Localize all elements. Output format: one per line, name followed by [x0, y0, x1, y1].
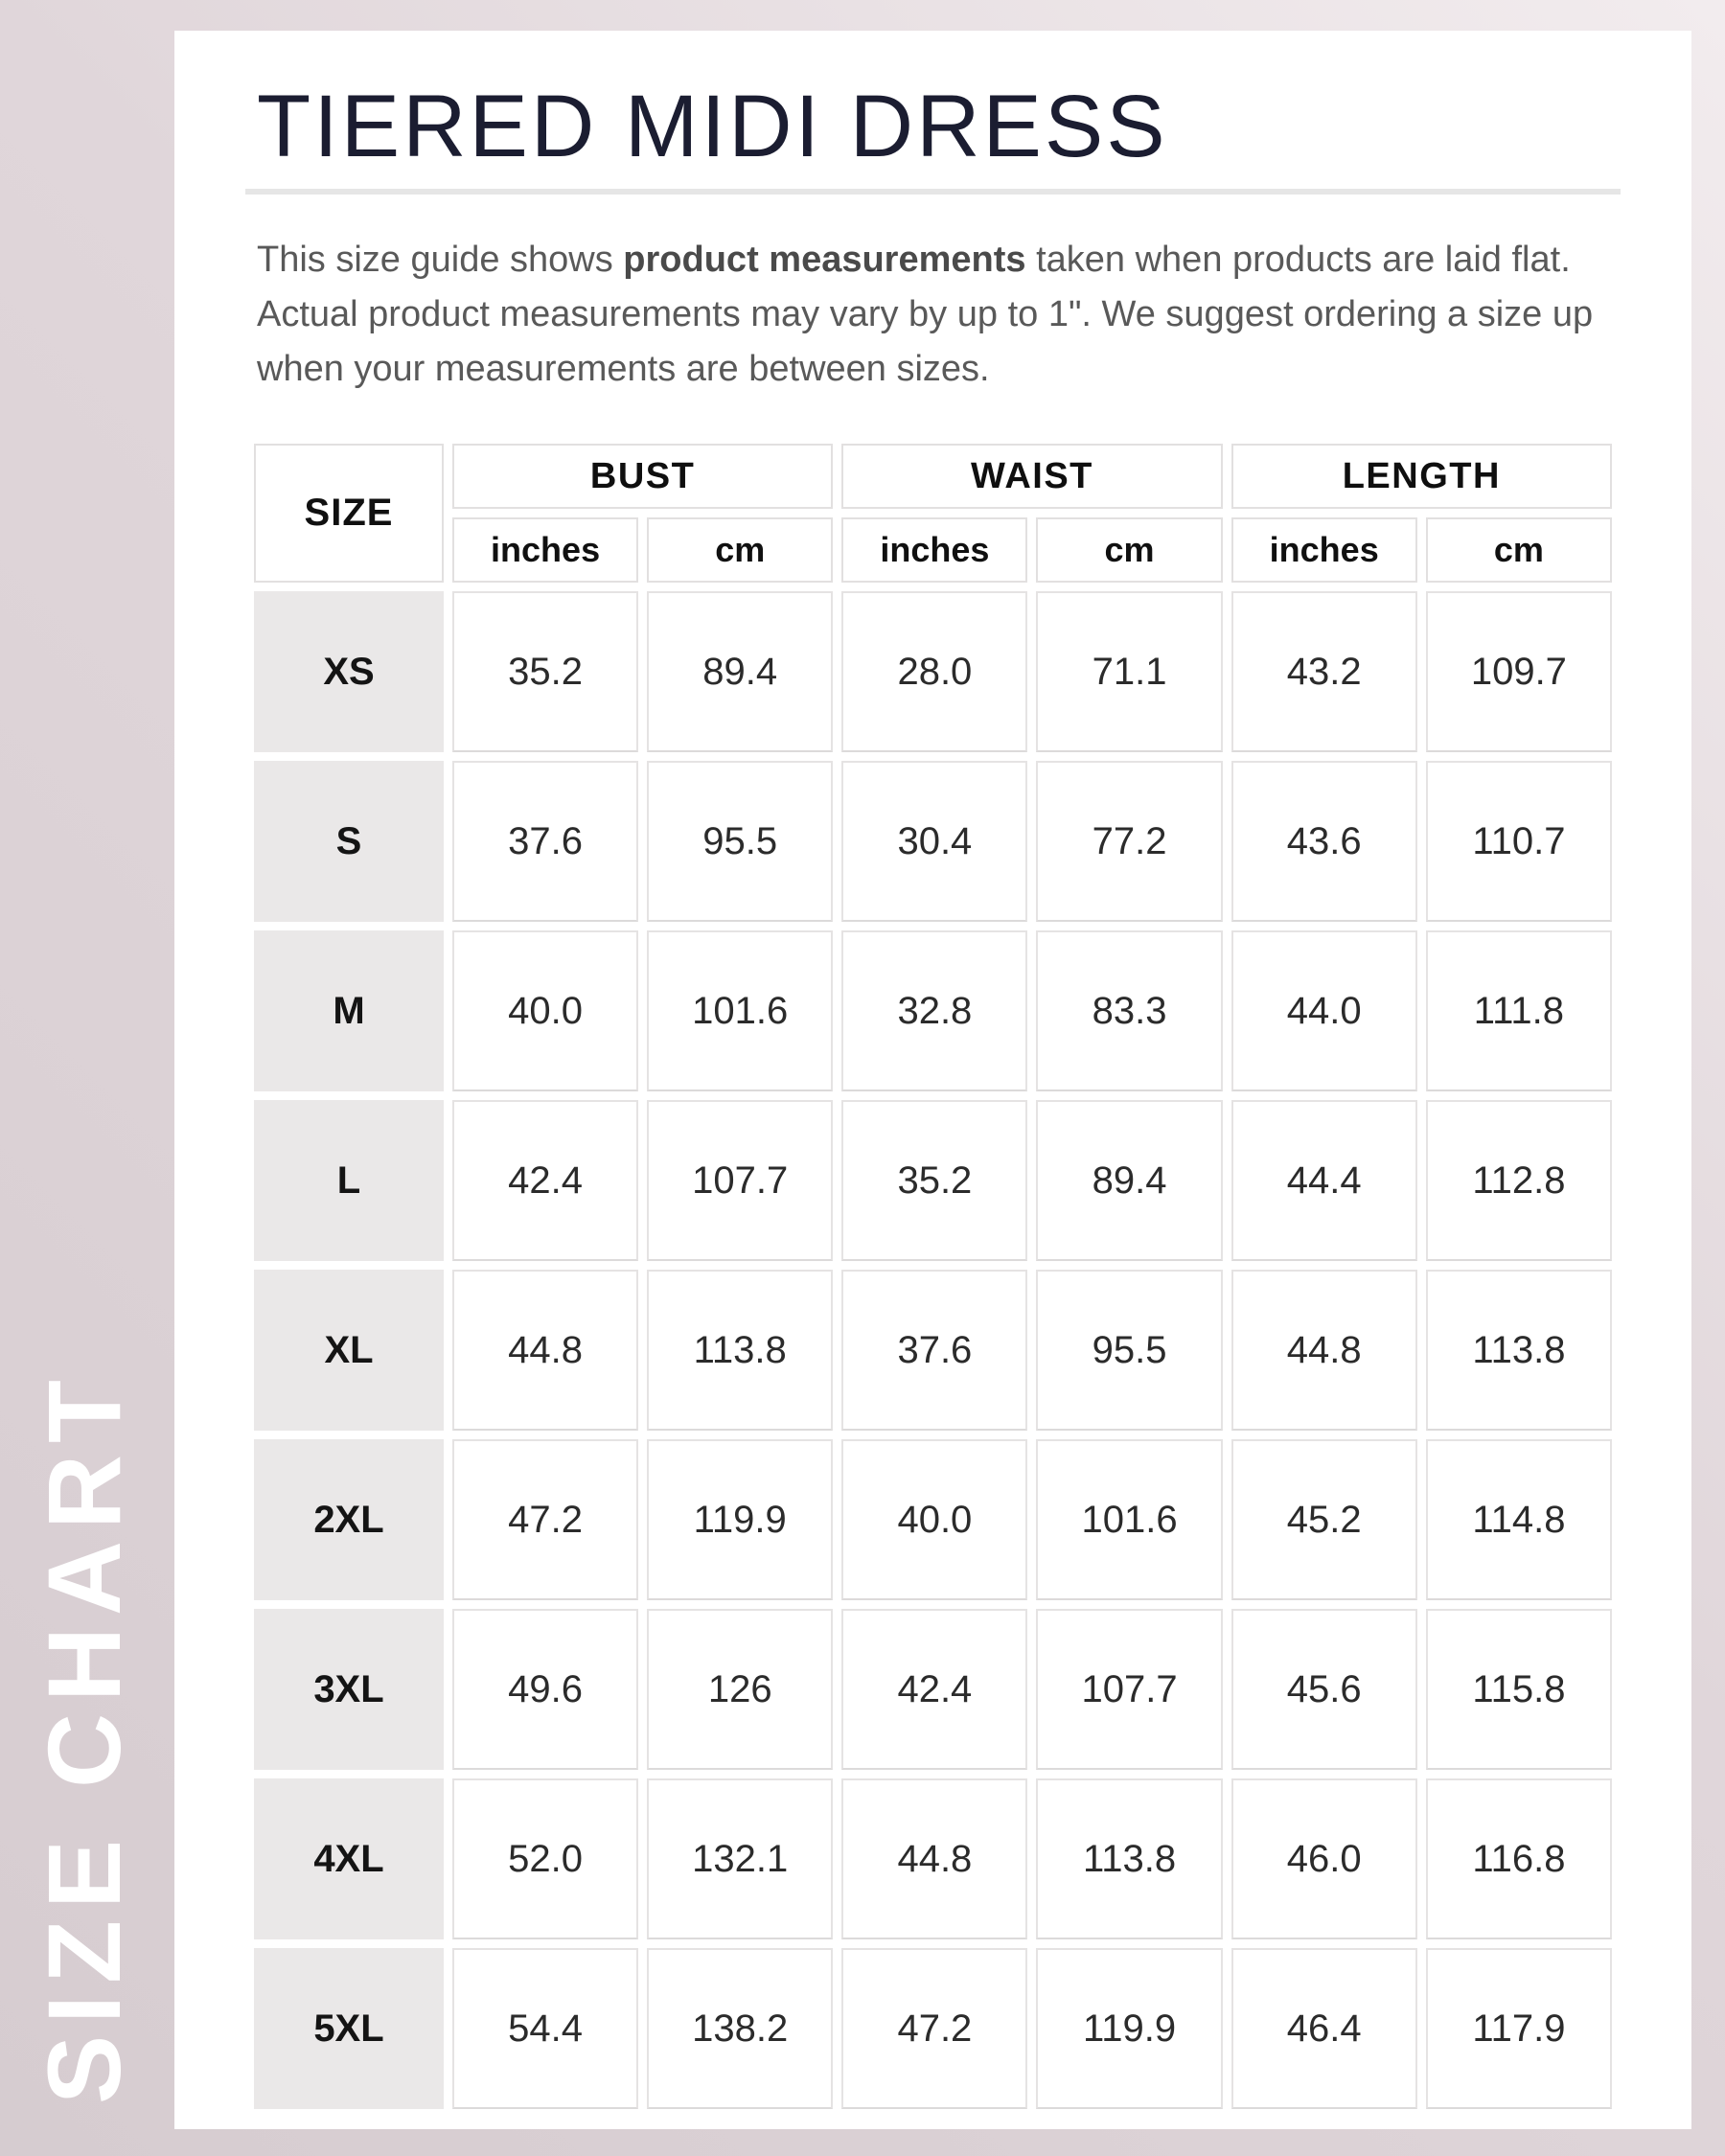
- size-label: S: [254, 761, 444, 922]
- table-row: [254, 1609, 1612, 1770]
- waist-column-header: WAIST: [841, 444, 1222, 509]
- length-inches-header: inches: [1231, 517, 1417, 583]
- measurement-value: 44.0: [1231, 930, 1417, 1091]
- group-header-row: [254, 444, 1612, 509]
- size-table: [245, 435, 1621, 2118]
- measurement-value: 37.6: [452, 761, 638, 922]
- bust-inches-header: inches: [452, 517, 638, 583]
- measurement-value: 95.5: [647, 761, 833, 922]
- measurement-value: 43.2: [1231, 591, 1417, 752]
- bust-cm-header: cm: [647, 517, 833, 583]
- measurement-value: 112.8: [1426, 1100, 1612, 1261]
- measurement-value: 138.2: [647, 1948, 833, 2109]
- measurement-value: 47.2: [452, 1439, 638, 1600]
- measurement-value: 44.8: [452, 1270, 638, 1431]
- waist-inches-header: inches: [841, 517, 1027, 583]
- measurement-value: 116.8: [1426, 1778, 1612, 1939]
- size-label: XL: [254, 1270, 444, 1431]
- size-column-header: SIZE: [254, 444, 444, 583]
- measurement-value: 44.8: [841, 1778, 1027, 1939]
- measurement-value: 101.6: [1036, 1439, 1222, 1600]
- measurement-value: 110.7: [1426, 761, 1612, 922]
- measurement-value: 71.1: [1036, 591, 1222, 752]
- size-guide-card: [174, 31, 1691, 2129]
- sidebar-vertical-label: SIZE CHART: [26, 1368, 142, 2104]
- measurement-value: 95.5: [1036, 1270, 1222, 1431]
- measurement-value: 89.4: [1036, 1100, 1222, 1261]
- measurement-value: 83.3: [1036, 930, 1222, 1091]
- table-row: [254, 1100, 1612, 1261]
- table-row: [254, 930, 1612, 1091]
- title-divider: [245, 189, 1621, 195]
- measurement-value: 54.4: [452, 1948, 638, 2109]
- size-label: M: [254, 930, 444, 1091]
- description-pre: This size guide shows: [257, 240, 624, 281]
- table-row: [254, 1948, 1612, 2109]
- measurement-value: 44.4: [1231, 1100, 1417, 1261]
- measurement-value: 42.4: [452, 1100, 638, 1261]
- measurement-value: 101.6: [647, 930, 833, 1091]
- measurement-value: 47.2: [841, 1948, 1027, 2109]
- measurement-value: 43.6: [1231, 761, 1417, 922]
- unit-header-row: [254, 517, 1612, 583]
- bust-column-header: BUST: [452, 444, 833, 509]
- measurement-value: 52.0: [452, 1778, 638, 1939]
- length-cm-header: cm: [1426, 517, 1612, 583]
- measurement-value: 44.8: [1231, 1270, 1417, 1431]
- description-bold: product measurements: [623, 240, 1026, 281]
- page-title: TIERED MIDI DRESS: [257, 78, 1168, 175]
- measurement-value: 113.8: [647, 1270, 833, 1431]
- measurement-value: 132.1: [647, 1778, 833, 1939]
- table-row: [254, 1778, 1612, 1939]
- size-label: 5XL: [254, 1948, 444, 2109]
- measurement-value: 89.4: [647, 591, 833, 752]
- table-row: [254, 1439, 1612, 1600]
- size-label: 4XL: [254, 1778, 444, 1939]
- size-label: 3XL: [254, 1609, 444, 1770]
- measurement-value: 46.4: [1231, 1948, 1417, 2109]
- measurement-value: 35.2: [841, 1100, 1027, 1261]
- size-table-body: [254, 591, 1612, 2109]
- table-row: [254, 1270, 1612, 1431]
- measurement-value: 126: [647, 1609, 833, 1770]
- description-post: taken when products are laid flat. Actual product measurements may vary by up to 1". We suggest ordering a size up when your measurements are between sizes.: [257, 240, 1594, 390]
- measurement-value: 111.8: [1426, 930, 1612, 1091]
- size-label: 2XL: [254, 1439, 444, 1600]
- measurement-value: 119.9: [647, 1439, 833, 1600]
- measurement-value: 40.0: [452, 930, 638, 1091]
- size-label: XS: [254, 591, 444, 752]
- measurement-value: 107.7: [1036, 1609, 1222, 1770]
- size-label: L: [254, 1100, 444, 1261]
- measurement-value: 37.6: [841, 1270, 1027, 1431]
- measurement-value: 107.7: [647, 1100, 833, 1261]
- measurement-value: 35.2: [452, 591, 638, 752]
- table-row: [254, 591, 1612, 752]
- measurement-value: 42.4: [841, 1609, 1027, 1770]
- measurement-value: 113.8: [1036, 1778, 1222, 1939]
- measurement-value: 77.2: [1036, 761, 1222, 922]
- measurement-value: 30.4: [841, 761, 1027, 922]
- measurement-value: 109.7: [1426, 591, 1612, 752]
- measurement-value: 32.8: [841, 930, 1027, 1091]
- description-text: [257, 233, 1618, 397]
- measurement-value: 114.8: [1426, 1439, 1612, 1600]
- waist-cm-header: cm: [1036, 517, 1222, 583]
- measurement-value: 40.0: [841, 1439, 1027, 1600]
- measurement-value: 46.0: [1231, 1778, 1417, 1939]
- measurement-value: 45.6: [1231, 1609, 1417, 1770]
- measurement-value: 49.6: [452, 1609, 638, 1770]
- measurement-value: 113.8: [1426, 1270, 1612, 1431]
- table-row: [254, 761, 1612, 922]
- measurement-value: 119.9: [1036, 1948, 1222, 2109]
- measurement-value: 45.2: [1231, 1439, 1417, 1600]
- measurement-value: 117.9: [1426, 1948, 1612, 2109]
- length-column-header: LENGTH: [1231, 444, 1612, 509]
- measurement-value: 28.0: [841, 591, 1027, 752]
- measurement-value: 115.8: [1426, 1609, 1612, 1770]
